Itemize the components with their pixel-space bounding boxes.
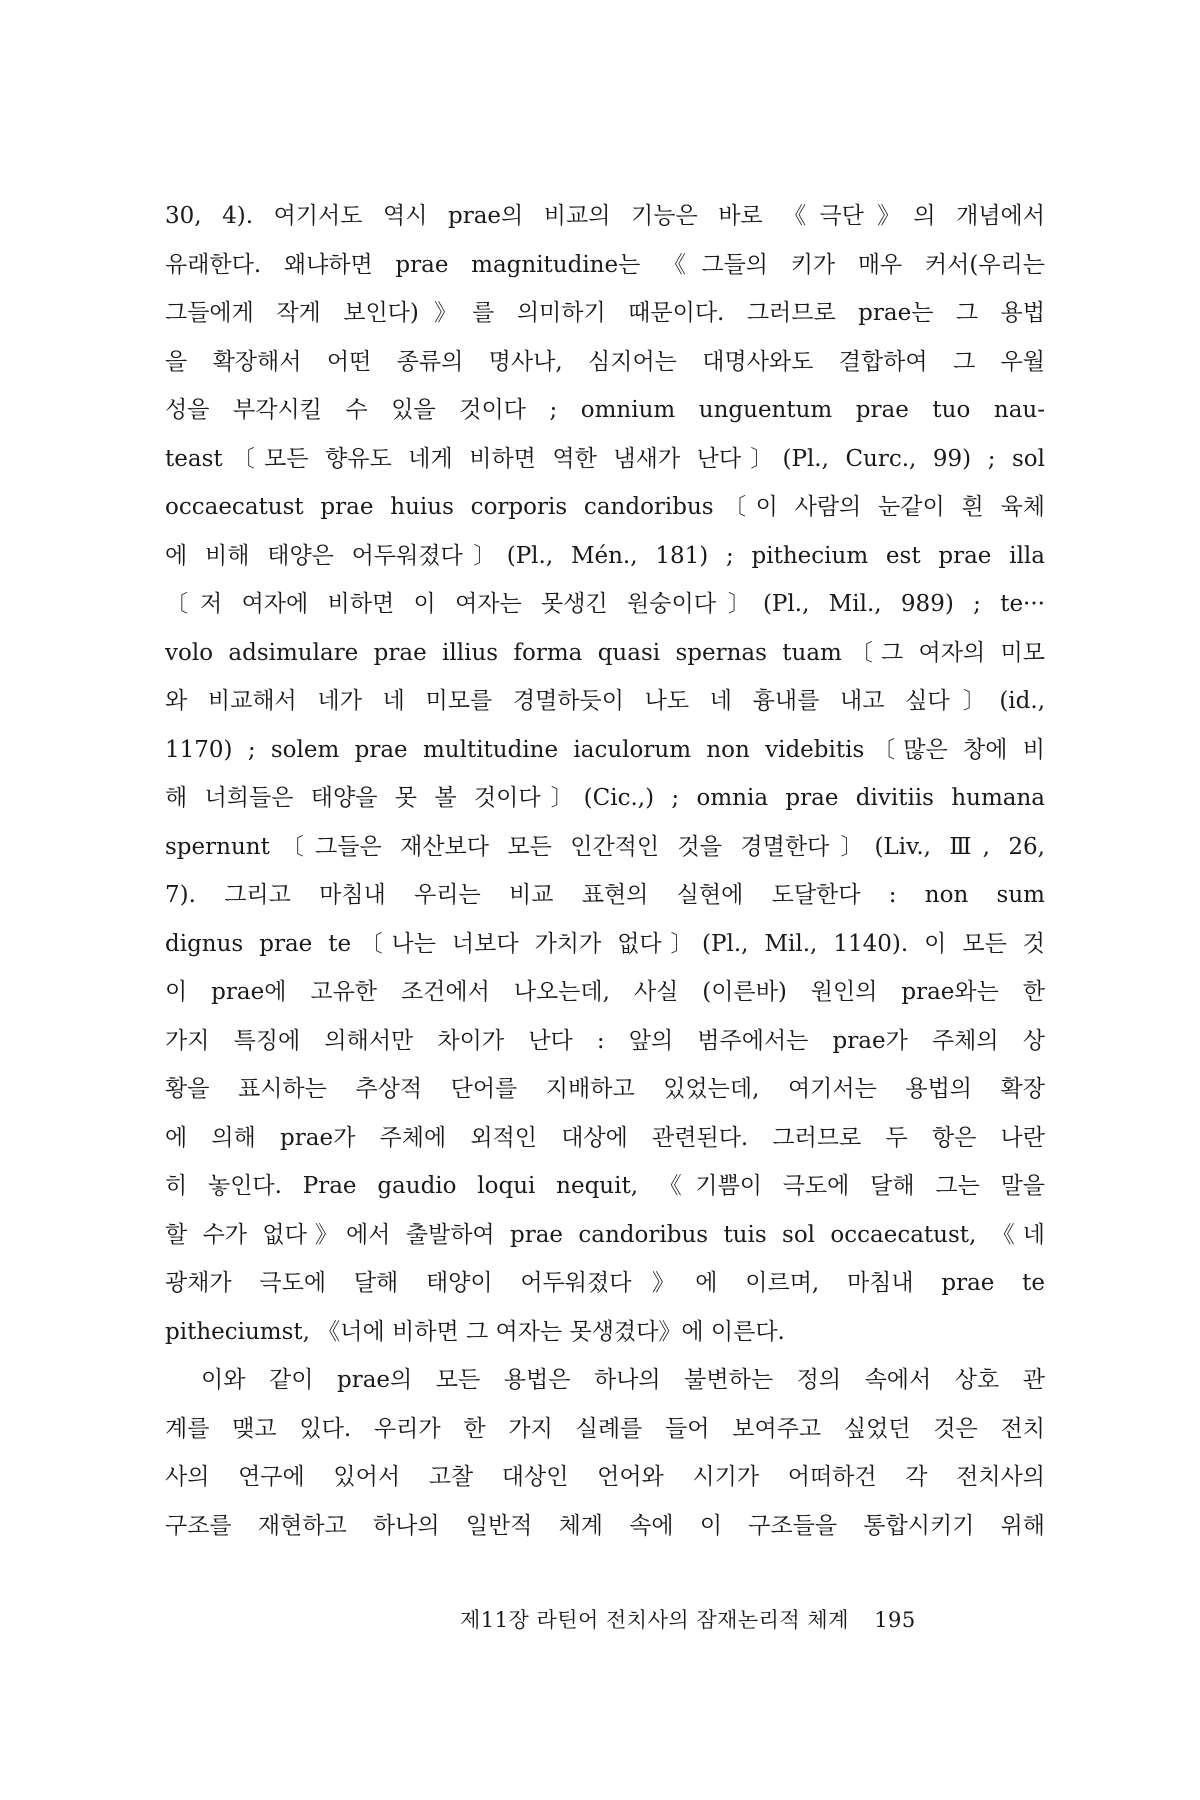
text-line: 와 비교해서 네가 네 미모를 경멸하듯이 나도 네 흉내를 내고 싶다〕(id.,: [165, 688, 1045, 714]
text-line: 히 놓인다. Prae gaudio loqui nequit, 《기쁨이 극도에 달해 그는 말을: [165, 1173, 1045, 1199]
body-text: [165, 196, 1045, 1554]
text-line: spernunt〔그들은 재산보다 모든 인간적인 것을 경멸한다〕(Liv., Ⅲ, 26,: [165, 833, 1045, 860]
text-line: 이 prae에 고유한 조건에서 나오는데, 사실 (이른바) 원인의 prae와는 한: [165, 979, 1045, 1005]
text-line: pitheciumst, 《너에 비하면 그 여자는 못생겼다》에 이른다.: [165, 1318, 785, 1345]
text-line: 1170) ; solem prae multitudine iaculorum non videbitis〔많은 창에 비: [165, 736, 1045, 763]
text-line: 광채가 극도에 달해 태양이 어두워졌다》에 이르며, 마침내 prae te: [165, 1270, 1045, 1296]
chapter-title: 제11장 라틴어 전치사의 잠재논리적 체계: [460, 1608, 849, 1632]
text-line: teast〔모든 향유도 네게 비하면 역한 냄새가 난다〕(Pl., Curc., 99) ; sol: [165, 445, 1045, 472]
text-line: 황을 표시하는 추상적 단어를 지배하고 있었는데, 여기서는 용법의 확장: [165, 1076, 1045, 1102]
page-number: 195: [874, 1608, 916, 1632]
text-line: 가지 특징에 의해서만 차이가 난다 : 앞의 범주에서는 prae가 주체의 상: [165, 1027, 1045, 1054]
text-line: 에 의해 prae가 주체에 외적인 대상에 관련된다. 그러므로 두 항은 나란: [165, 1124, 1045, 1151]
text-line: 할 수가 없다》에서 출발하여 prae candoribus tuis sol occaecatust, 《네: [165, 1221, 1045, 1248]
text-line: 그들에게 작게 보인다)》를 의미하기 때문이다. 그러므로 prae는 그 용법: [165, 300, 1045, 326]
text-line: 에 비해 태양은 어두워졌다〕(Pl., Mén., 181) ; pithecium est prae illa: [165, 542, 1045, 569]
text-line: 유래한다. 왜냐하면 prae magnitudine는 《그들의 키가 매우 커서(우리는: [165, 251, 1045, 278]
text-line: dignus prae te〔나는 너보다 가치가 없다〕(Pl., Mil., 1140). 이 모든 것: [165, 930, 1045, 957]
text-line: 〔저 여자에 비하면 이 여자는 못생긴 원숭이다〕(Pl., Mil., 989) ; te···: [165, 591, 1045, 617]
text-line: 구조를 재현하고 하나의 일반적 체계 속에 이 구조들을 통합시키기 위해: [165, 1512, 1045, 1539]
text-line: 사의 연구에 있어서 고찰 대상인 언어와 시기가 어떠하건 각 전치사의: [165, 1464, 1045, 1490]
text-line: 7). 그리고 마침내 우리는 비교 표현의 실현에 도달한다 : non sum: [165, 882, 1045, 908]
text-line: 계를 맺고 있다. 우리가 한 가지 실례를 들어 보여주고 싶었던 것은 전치: [165, 1415, 1045, 1442]
text-line: occaecatust prae huius corporis candoribus〔이 사람의 눈같이 흰 육체: [165, 494, 1045, 520]
text-line: 해 너희들은 태양을 못 볼 것이다〕(Cic.,) ; omnia prae divitiis humana: [165, 785, 1045, 811]
text-line: 30, 4). 여기서도 역시 prae의 비교의 기능은 바로 《극단》의 개념에서: [165, 203, 1045, 229]
text-line: 을 확장해서 어떤 종류의 명사나, 심지어는 대명사와도 결합하여 그 우월: [165, 348, 1045, 375]
text-line-paragraph-start: 이와 같이 prae의 모든 용법은 하나의 불변하는 정의 속에서 상호 관: [201, 1367, 1045, 1393]
text-line: 성을 부각시킬 수 있을 것이다 ; omnium unguentum prae tuo nau-: [165, 397, 1045, 423]
running-footer: [460, 1605, 1060, 1635]
text-line: volo adsimulare prae illius forma quasi spernas tuam〔그 여자의 미모: [165, 639, 1045, 666]
